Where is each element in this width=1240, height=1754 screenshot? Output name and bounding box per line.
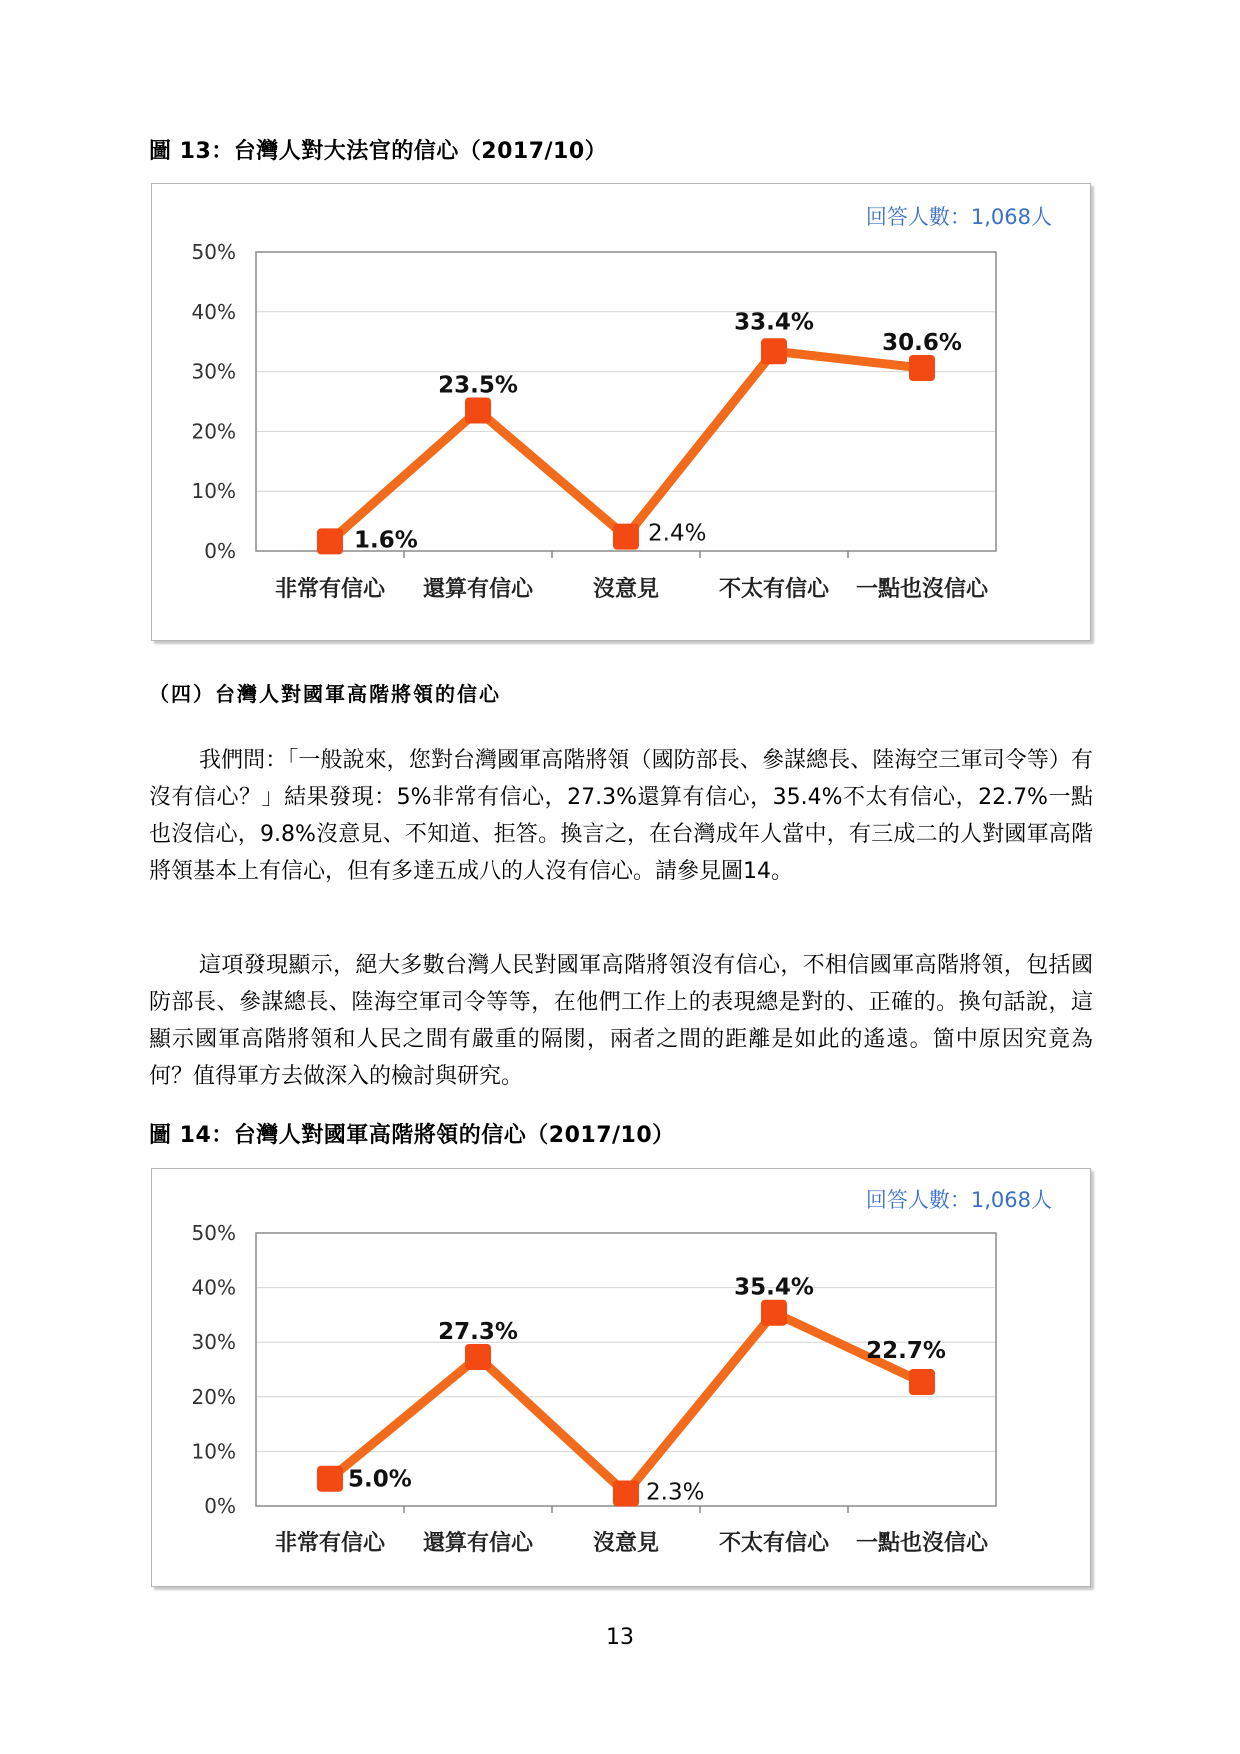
category-label: 不太有信心 xyxy=(718,577,830,602)
data-label: 33.4% xyxy=(734,309,814,336)
data-point-marker xyxy=(761,338,787,364)
category-label: 非常有信心 xyxy=(274,1531,386,1556)
figure-14-chart-svg xyxy=(152,1169,1092,1588)
category-label: 非常有信心 xyxy=(274,577,386,602)
y-tick-label: 0% xyxy=(204,1494,236,1518)
respondent-count-annotation: 回答人數：1,068人 xyxy=(865,205,1052,229)
category-label: 沒意見 xyxy=(592,577,660,602)
data-point-marker xyxy=(465,397,491,423)
data-point-marker xyxy=(317,1466,343,1492)
section-heading: （四）台灣人對國軍高階將領的信心 xyxy=(149,682,501,706)
y-tick-label: 30% xyxy=(191,359,236,384)
data-label: 30.6% xyxy=(882,330,962,357)
category-label: 沒意見 xyxy=(592,1531,660,1556)
data-label: 5.0% xyxy=(348,1466,412,1493)
data-label: 1.6% xyxy=(354,527,418,554)
data-point-marker xyxy=(465,1344,491,1370)
data-label: 22.7% xyxy=(866,1338,946,1365)
data-label: 27.3% xyxy=(438,1318,518,1345)
figure-13-caption: 圖 13：台灣人對大法官的信心（2017/10） xyxy=(149,139,608,164)
y-tick-label: 0% xyxy=(204,539,236,563)
category-label: 不太有信心 xyxy=(718,1531,830,1556)
series-line xyxy=(330,1313,922,1494)
figure-14-chart xyxy=(151,1168,1091,1587)
figure-14-caption: 圖 14：台灣人對國軍高階將領的信心（2017/10） xyxy=(149,1123,675,1148)
data-point-marker xyxy=(909,355,935,381)
y-tick-label: 50% xyxy=(191,1221,236,1245)
data-point-marker xyxy=(613,524,639,550)
series-line xyxy=(330,351,922,541)
category-label: 還算有信心 xyxy=(422,577,534,602)
category-label: 還算有信心 xyxy=(422,1531,534,1556)
y-tick-label: 20% xyxy=(191,419,236,444)
y-tick-label: 50% xyxy=(191,240,236,264)
data-point-marker xyxy=(613,1480,639,1506)
data-point-marker xyxy=(909,1369,935,1395)
y-tick-label: 10% xyxy=(191,479,236,504)
respondent-count-annotation: 回答人數：1,068人 xyxy=(865,1188,1052,1212)
y-tick-label: 40% xyxy=(191,1275,236,1300)
y-tick-label: 30% xyxy=(191,1330,236,1355)
data-label: 2.4% xyxy=(648,520,707,547)
y-tick-label: 10% xyxy=(191,1439,236,1464)
figure-13-chart xyxy=(151,183,1091,641)
data-label: 2.3% xyxy=(646,1479,705,1506)
category-label: 一點也沒信心 xyxy=(855,577,989,602)
data-point-marker xyxy=(761,1300,787,1326)
figure-13-chart-svg xyxy=(152,184,1092,642)
y-tick-label: 20% xyxy=(191,1384,236,1409)
data-label: 23.5% xyxy=(438,372,518,399)
paragraph-2: 這項發現顯示，絕大多數台灣人民對國軍高階將領沒有信心，不相信國軍高階將領，包括國防部長、參謀總長、陸海空軍司令等等，在他們工作上的表現總是對的、正確的。換句話說，這顯示國軍高階將領和人民之間有嚴重的隔閡，兩者之間的距離是如此的遙遠。箇中原因究竟為何？值得軍方去做深入的檢討與研究。 xyxy=(149,953,1093,1089)
y-tick-label: 40% xyxy=(191,299,236,324)
page-number: 13 xyxy=(606,1625,634,1650)
data-label: 35.4% xyxy=(734,1274,814,1301)
category-label: 一點也沒信心 xyxy=(855,1531,989,1556)
paragraph-1: 我們問：「一般說來，您對台灣國軍高階將領（國防部長、參謀總長、陸海空三軍司令等）有沒有信心？」結果發現：5%非常有信心，27.3%還算有信心，35.4%不太有信心，22.7%一點也沒信心，9.8%沒意見、不知道、拒答。換言之，在台灣成年人當中，有三成二的人對國軍高階將領基本上有信心，但有多達五成八的人沒有信心。請參見圖14。 xyxy=(149,748,1093,884)
data-point-marker xyxy=(317,528,343,554)
